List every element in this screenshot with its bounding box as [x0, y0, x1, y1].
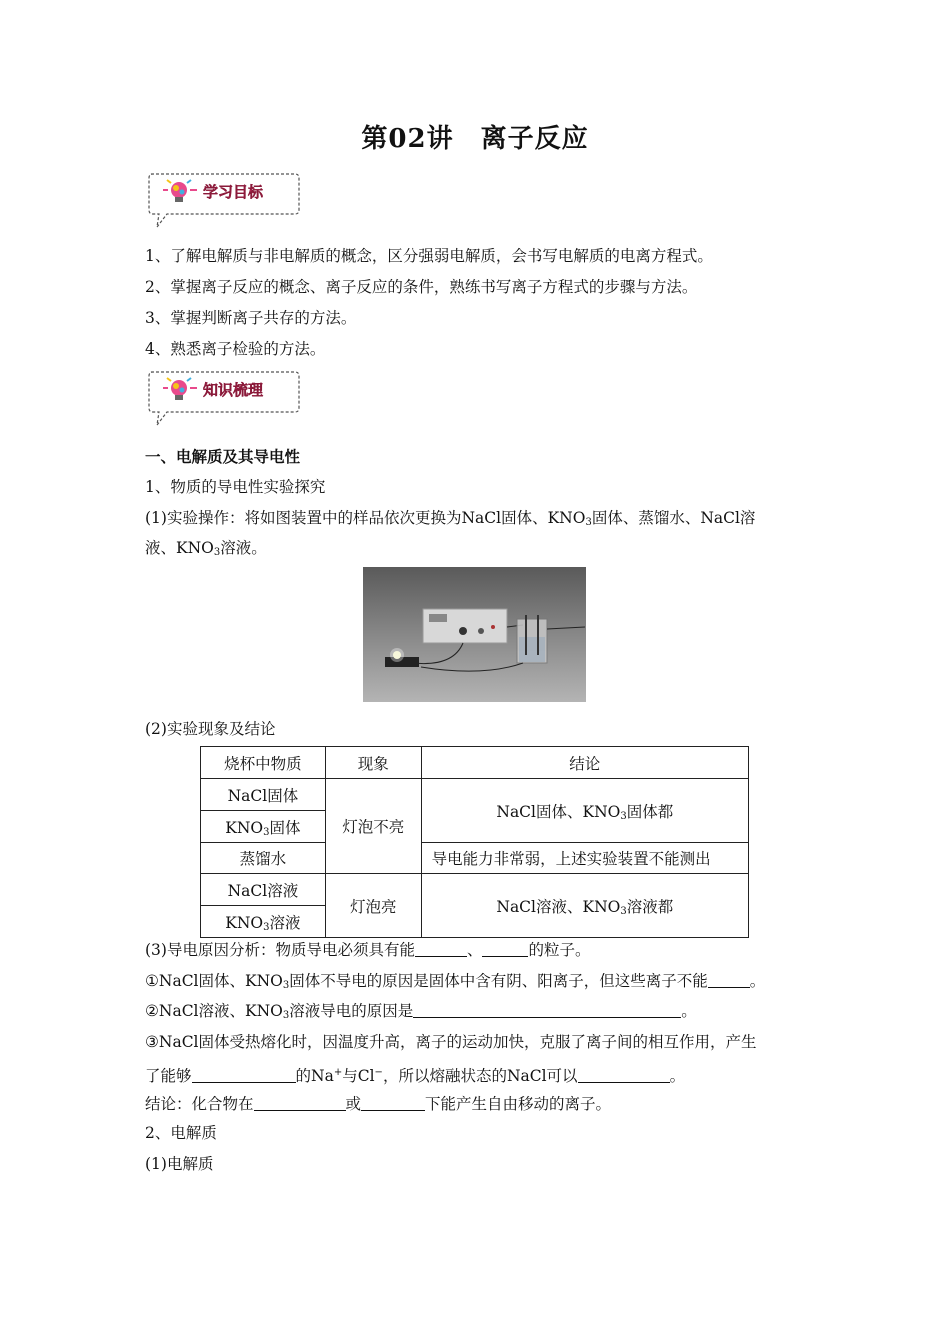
- table-header: 现象: [325, 747, 421, 779]
- knowledge-badge: [145, 368, 303, 428]
- substance-cell: NaCl溶液: [201, 874, 326, 906]
- analysis-line: ③NaCl固体受热熔化时，因温度升高，离子的运动加快，克服了离子间的相互作用，产生: [145, 1033, 757, 1051]
- goal-item: 4、熟悉离子检验的方法。: [145, 340, 326, 358]
- subsection-heading: (1)电解质: [145, 1155, 214, 1173]
- section-heading: 一、电解质及其导电性: [145, 447, 301, 466]
- answer-blank[interactable]: [708, 972, 750, 988]
- analysis-line: 了能够 的Na+与Cl−，所以熔融状态的NaCl可以 。: [145, 1067, 686, 1085]
- answer-blank[interactable]: [482, 941, 528, 957]
- results-heading: (2)实验现象及结论: [145, 720, 276, 738]
- analysis-line: (3)导电原因分析：物质导电必须具有能 、 的粒子。: [145, 941, 591, 959]
- goal-item: 2、掌握离子反应的概念、离子反应的条件，熟练书写离子方程式的步骤与方法。: [145, 278, 698, 296]
- substance-cell: 蒸馏水: [201, 843, 326, 874]
- conclusion-cell: NaCl固体、$KNO_3$固体都: [421, 779, 748, 843]
- knowledge-badge-label: 知识梳理: [203, 381, 264, 399]
- answer-blank[interactable]: [415, 941, 467, 957]
- answer-blank[interactable]: [578, 1067, 670, 1083]
- table-header-row: [201, 747, 749, 779]
- subsection-heading: 2、电解质: [145, 1124, 217, 1142]
- answer-blank[interactable]: [192, 1067, 296, 1083]
- answer-blank[interactable]: [361, 1095, 425, 1111]
- substance-cell: $KNO_3$溶液: [201, 906, 326, 938]
- substance-cell: NaCl固体: [201, 779, 326, 811]
- table-row: [201, 874, 749, 906]
- table-row: [201, 779, 749, 811]
- conclusion-line: 结论：化合物在 或 下能产生自由移动的离子。: [145, 1095, 612, 1113]
- operation-text: (1)实验操作：将如图装置中的样品依次更换为NaCl固体、$KNO_3$固体、蒸馏水、NaCl溶: [145, 509, 756, 528]
- conclusion-cell: 导电能力非常弱，上述实验装置不能测出: [421, 843, 748, 874]
- page-title: 第02讲 离子反应: [361, 124, 589, 154]
- analysis-line: ②NaCl溶液、$KNO_3$溶液导电的原因是 。: [145, 1002, 697, 1021]
- subsection-heading: 1、物质的导电性实验探究: [145, 478, 326, 496]
- phenomenon-cell: 灯泡亮: [325, 874, 421, 938]
- table-header: 烧杯中物质: [201, 747, 326, 779]
- phenomenon-cell: 灯泡不亮: [325, 779, 421, 874]
- table-row: [201, 843, 749, 874]
- operation-text-cont: 液、$KNO_3$溶液。: [145, 539, 267, 558]
- table-header: 结论: [421, 747, 748, 779]
- goal-item: 3、掌握判断离子共存的方法。: [145, 309, 357, 327]
- analysis-line: ①NaCl固体、$KNO_3$固体不导电的原因是固体中含有阴、阳离子，但这些离子不能 。: [145, 972, 766, 991]
- answer-blank[interactable]: [254, 1095, 346, 1111]
- goal-item: 1、了解电解质与非电解质的概念，区分强弱电解质，会书写电解质的电离方程式。: [145, 247, 713, 265]
- results-table: [200, 746, 749, 938]
- conclusion-cell: NaCl溶液、$KNO_3$溶液都: [421, 874, 748, 938]
- substance-cell: $KNO_3$固体: [201, 811, 326, 843]
- goals-badge: [145, 170, 303, 230]
- conductivity-apparatus-photo: [363, 567, 586, 702]
- answer-blank[interactable]: [413, 1002, 681, 1018]
- goals-badge-label: 学习目标: [203, 183, 264, 201]
